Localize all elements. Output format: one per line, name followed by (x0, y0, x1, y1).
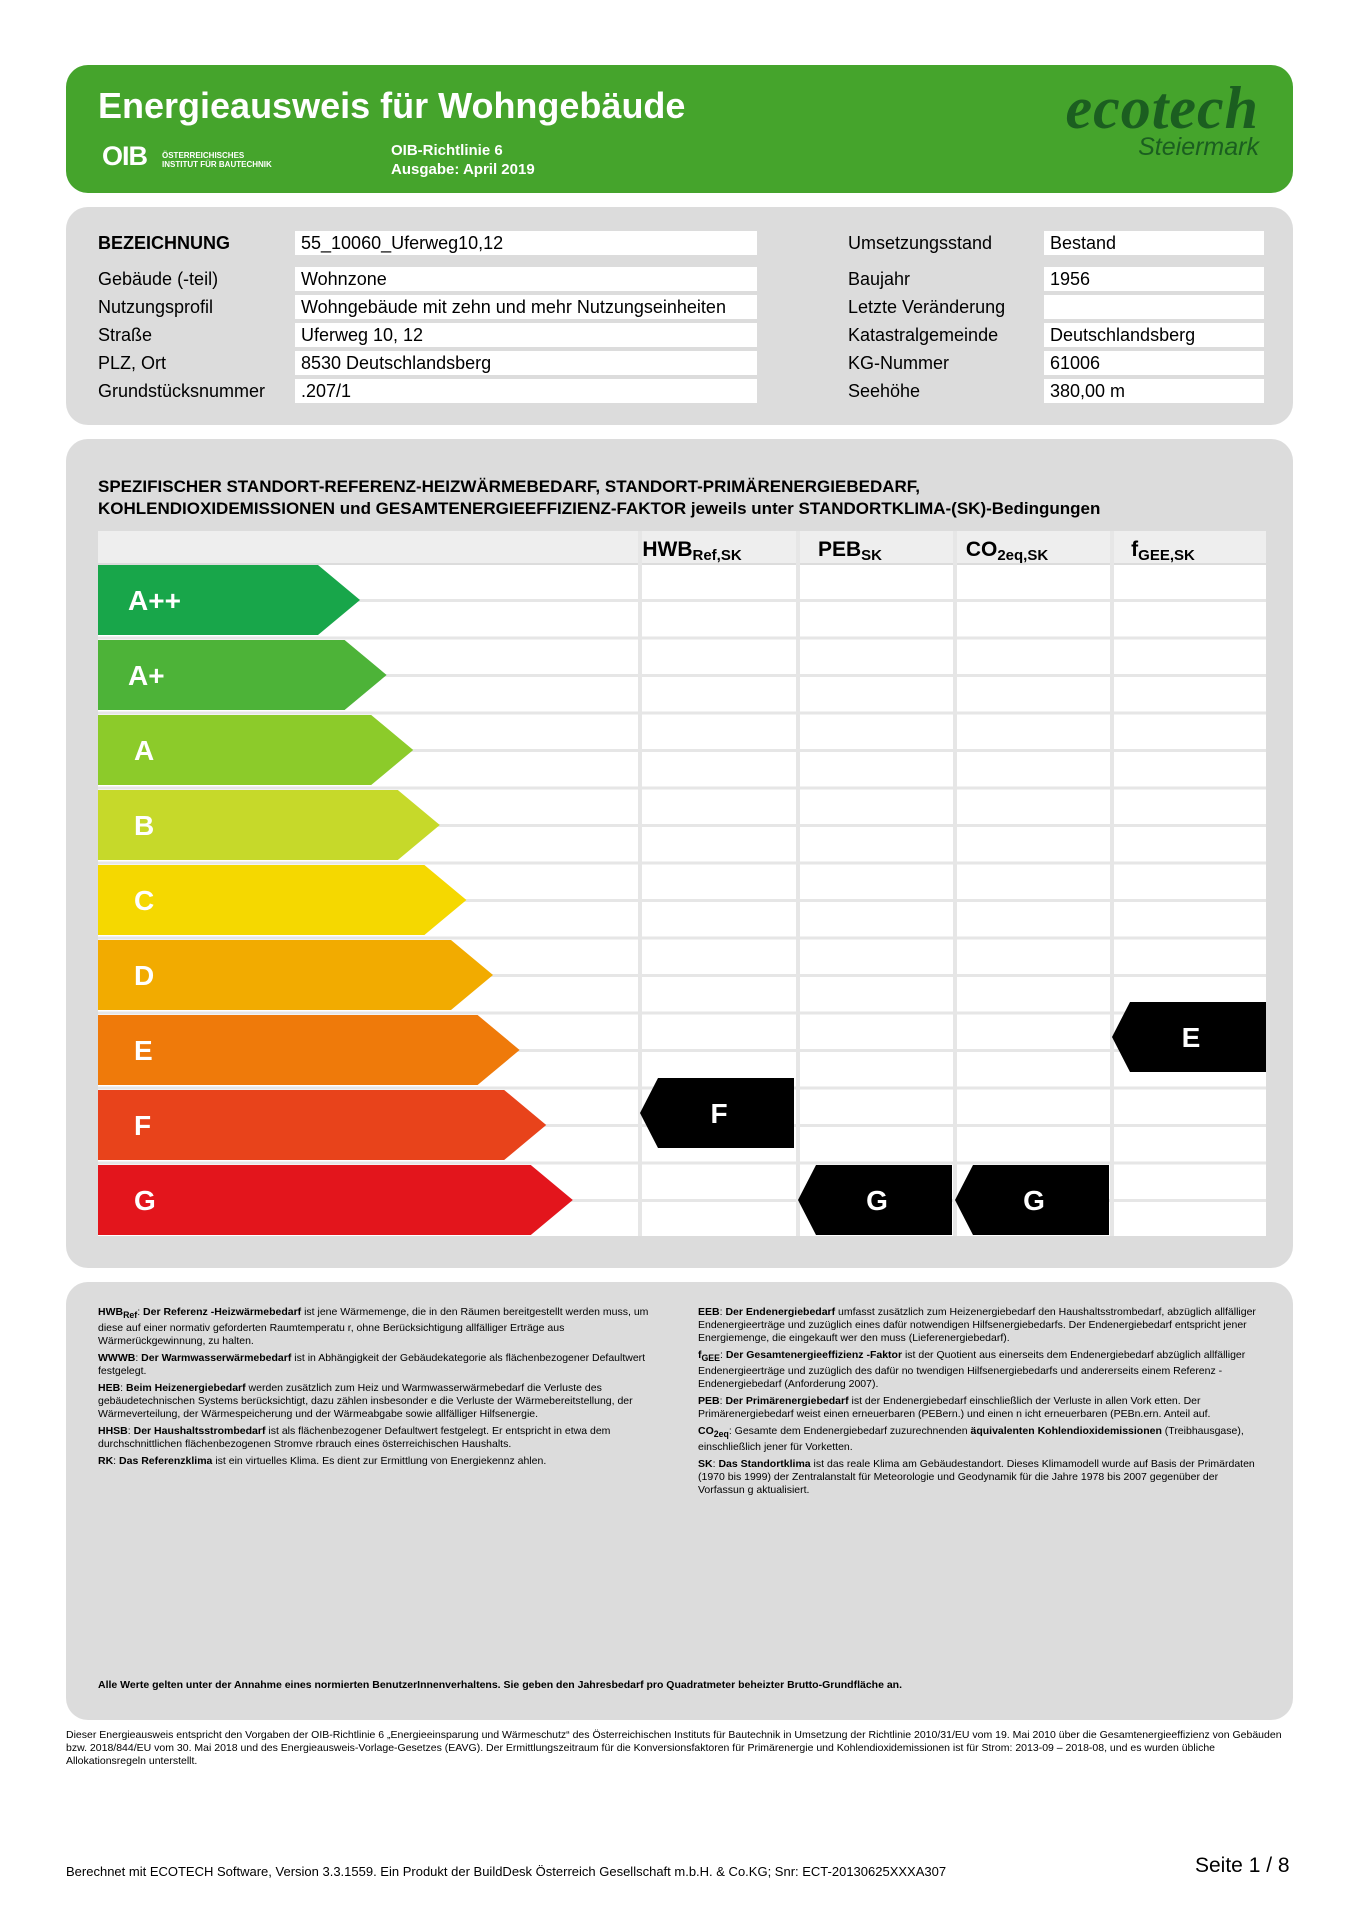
definitions-right (698, 1306, 1263, 1501)
info-label: KG-Nummer (848, 353, 950, 373)
info-label: Gebäude (-teil) (98, 269, 219, 289)
column-header: CO2eq,SK (965, 538, 1049, 564)
oib-logo (102, 141, 272, 172)
info-value (1044, 295, 1264, 319)
energy-class-label: F (134, 1110, 152, 1141)
document-title: Energieausweis für Wohngebäude (98, 85, 686, 126)
definition-entry: EEB: Der Endenergiebedarf umfasst zusätzlich zum Heizenergiebedarf den Haushaltsstrombedarf, abzüglich allfälliger Endenergieerträge und zuzüglich eines dafür notwendigen Hilfsenergiebedarfs. Der Endenergiebedarf entspricht jener Energiemenge, die eingekauft wer den muss (Lieferenergiebedarf). (698, 1306, 1256, 1344)
ecotech-brand: ecotech (1065, 75, 1259, 141)
ecotech-logo (1065, 75, 1259, 162)
info-label: Katastralgemeinde (848, 325, 999, 345)
info-label: Baujahr (848, 269, 911, 289)
column-header: HWBRef,SK (642, 538, 742, 564)
ecotech-region: Steiermark (1138, 133, 1259, 161)
column-header: fGEE,SK (1131, 538, 1195, 564)
page-number: Seite 1 / 8 (1195, 1854, 1290, 1877)
definition-entry: $CO_{2eq}$: Gesamte dem Endenergiebedarf zuzurechnenden äquivalenten Kohlendioxidemissionen (Treibhausgase), einschließlich jener für Vorketten. (698, 1425, 1244, 1454)
legal-footer-note: Dieser Energieausweis entspricht den Vorgaben der OIB-Richtlinie 6 „Energieeinsparung und Wärmeschutz“ des Österreichischen Instituts für Bautechnik in Umsetzung der Richtlinie 2010/31/EU vom 19. Mai 2010 über die Gesamtenergieeffizienz von Gebäuden bzw. 2018/844/EU vom 30. Mai 2018 und des Energieausweis-Vorlage-Gesetzes (EAVG). Der Ermittlungszeitraum für die Konversionsfaktoren für Primärenergie und Kohlendioxidemissionen ist für Strom: 2013-09 – 2018-08, und es wurden übliche Allokationsregeln unterstellt. (66, 1729, 1282, 1767)
info-label: Straße (98, 325, 153, 345)
info-value: Deutschlandsberg (1044, 323, 1264, 347)
rating-indicator-label: E (1181, 1022, 1201, 1053)
definitions-left (98, 1306, 653, 1472)
energy-class-label: G (134, 1185, 156, 1216)
info-value: 55_10060_Uferweg10,12 (295, 231, 757, 255)
info-value: Wohngebäude mit zehn und mehr Nutzungseinheiten (295, 295, 757, 319)
column-header: PEBSK (817, 538, 883, 564)
ausgabe-label: Ausgabe: April 2019 (391, 161, 535, 178)
info-value: Wohnzone (295, 267, 757, 291)
energy-class-arrow (98, 940, 493, 1010)
building-info-panel (66, 207, 1293, 425)
energy-class-label: C (134, 885, 155, 916)
richtlinie-info (391, 141, 535, 179)
definition-entry: RK: Das Referenzklima ist ein virtuelles Klima. Es dient zur Ermittlung von Energiekennz ahlen. (98, 1455, 547, 1468)
chart-title: SPEZIFISCHER STANDORT-REFERENZ-HEIZWÄRMEBEDARF, STANDORT-PRIMÄRENERGIEBEDARF, KOHLENDIOXIDEMISSIONEN und GESAMTENERGIEEFFIZIENZ-FAKTOR jeweils unter STANDORTKLIMA-(SK)-Bedingungen (98, 477, 1101, 518)
info-value: Uferweg 10, 12 (295, 323, 757, 347)
energy-rating-panel (66, 439, 1293, 1268)
info-value: 380,00 m (1044, 379, 1264, 403)
info-label: PLZ, Ort (98, 353, 167, 373)
energy-class-label: A++ (128, 585, 181, 616)
info-label: Umsetzungsstand (848, 233, 993, 253)
energy-class-label: A+ (128, 660, 165, 691)
rating-indicator-label: F (710, 1098, 728, 1129)
energy-class-label: A (134, 735, 155, 766)
rating-indicator-label: G (1023, 1185, 1045, 1216)
info-value: .207/1 (295, 379, 757, 403)
definition-entry: HHSB: Der Haushaltsstrombedarf ist als flächenbezogener Defaultwert festgelegt. Er entspricht in etwa dem durchschnittlichen flächenbezogenen Stromve rbrauch eines österreichischen Haushalts. (98, 1425, 611, 1451)
definition-entry: PEB: Der Primärenergiebedarf ist der Endenergiebedarf einschließlich der Verluste in allen Vork etten. Der Primärenergiebedarf weist einen erneuerbaren (PEBern.) und einen n icht erneuerbaren (PEBn.ern. Anteil auf. (698, 1395, 1211, 1421)
richtlinie-label: OIB-Richtlinie 6 (391, 142, 503, 159)
energy-class-label: B (134, 810, 155, 841)
info-value: 1956 (1044, 267, 1264, 291)
info-label: Grundstücksnummer (98, 381, 266, 401)
software-credit: Berechnet mit ECOTECH Software, Version 3.3.1559. Ein Produkt der BuildDesk Österreich Gesellschaft m.b.H. & Co.KG; Snr: ECT-20130625XXXA307 (66, 1864, 947, 1879)
energy-class-arrow (98, 1090, 546, 1160)
definition-entry: SK: Das Standortklima ist das reale Klima am Gebäudestandort. Dieses Klimamodell wurde auf Basis der Primärdaten (1970 bis 1999) der Zentralanstalt für Meteorologie und Geodynamik für die Jahre 1978 bis 2007 gegenüber der Vorfassun g aktualisiert. (698, 1458, 1255, 1497)
definition-entry: $HWB_{Ref}$: Der Referenz -Heizwärmebedarf ist jene Wärmemenge, die in den Räumen bereitgestellt werden muss, um diese auf einer normativ geforderten Raumtemperatu r, ohne Berücksichtigung allfälliger Erträge aus Wärmerückgewinnung, zu halten. (98, 1306, 649, 1348)
energy-rating-chart (66, 439, 1293, 1268)
definitions-panel (66, 1282, 1293, 1720)
definition-entry: WWWB: Der Warmwasserwärmebedarf ist in Abhängigkeit der Gebäudekategorie als flächenbezogener Defaultwert festgelegt. (98, 1352, 646, 1378)
definition-entry: $f_{GEE}$: Der Gesamtenergieeffizienz -Faktor ist der Quotient aus einerseits dem Endenergiebedarf abzüglich allfälliger Endenergieerträge und zuzüglich des dafür no twendigen Hilfsenergiebedarfs und andererseits einem Referenz -Endenergiebedarf (Anforderung 2007). (698, 1349, 1246, 1391)
info-value: 61006 (1044, 351, 1264, 375)
definition-entry: HEB: Beim Heizenergiebedarf werden zusätzlich zum Heiz und Warmwasserwärmebedarf die Verluste des gebäudetechnischen Systems berücksichtigt, dazu zählen insbesonder e die Verluste der Wärmebereitstellung, der Wärmeverteilung, der Wärmespeicherung und der Wärmeabgabe sowie allfälliger Hilfsenergie. (98, 1382, 633, 1421)
info-label: Seehöhe (848, 381, 921, 401)
energy-class-arrow (98, 1015, 520, 1085)
energy-class-arrow (98, 1165, 573, 1235)
energy-class-label: D (134, 960, 155, 991)
info-label: Letzte Veränderung (848, 297, 1006, 317)
values-note: Alle Werte gelten unter der Annahme eines normierten BenutzerInnenverhaltens. Sie geben den Jahresbedarf pro Quadratmeter beheizter Brutto-Grundfläche an. (98, 1679, 903, 1691)
info-value: 8530 Deutschlandsberg (295, 351, 757, 375)
header-banner (66, 65, 1293, 193)
oib-institute-name: ÖSTERREICHISCHES INSTITUT FÜR BAUTECHNIK (162, 151, 272, 169)
energy-class-label: E (134, 1035, 153, 1066)
oib-logo-text: OIB (102, 141, 148, 171)
info-value: Bestand (1044, 231, 1264, 255)
info-label: BEZEICHNUNG (98, 233, 231, 253)
info-label: Nutzungsprofil (98, 297, 214, 317)
rating-indicator-label: G (866, 1185, 888, 1216)
